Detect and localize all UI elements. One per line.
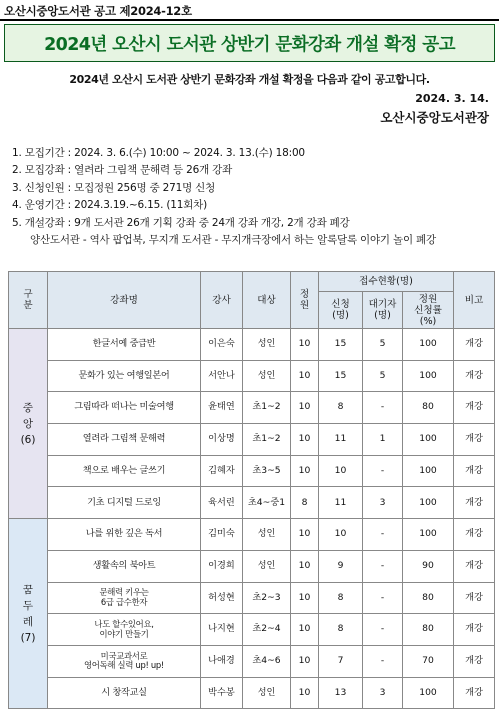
cell-rate: 70 xyxy=(403,645,454,677)
cell-note: 개강 xyxy=(454,582,495,614)
header-instructor: 강사 xyxy=(201,272,243,329)
cell-waiting: - xyxy=(363,455,403,487)
cell-note: 개강 xyxy=(454,455,495,487)
cell-applied: 8 xyxy=(319,614,363,646)
cell-rate: 80 xyxy=(403,614,454,646)
cell-note: 개강 xyxy=(454,329,495,361)
cell-instructor: 이상명 xyxy=(201,424,243,456)
cell-instructor: 나애경 xyxy=(201,645,243,677)
cell-course: 생활속의 북아트 xyxy=(48,550,201,582)
cell-rate: 80 xyxy=(403,392,454,424)
cell-applied: 7 xyxy=(319,645,363,677)
header-target: 대상 xyxy=(243,272,291,329)
cell-applied: 9 xyxy=(319,550,363,582)
cell-note: 개강 xyxy=(454,677,495,709)
table-row xyxy=(9,392,495,424)
cell-capacity: 10 xyxy=(291,519,319,551)
intro-text: 2024년 오산시 도서관 상반기 문화강좌 개설 확정을 다음과 같이 공고합니다. xyxy=(69,73,430,86)
cell-rate: 100 xyxy=(403,677,454,709)
cell-capacity: 10 xyxy=(291,329,319,361)
header-rate: 정원 신청률 (%) xyxy=(403,292,454,329)
cell-target: 초2~4 xyxy=(243,614,291,646)
cell-rate: 100 xyxy=(403,455,454,487)
table-body xyxy=(9,329,495,709)
table-row xyxy=(9,455,495,487)
cell-rate: 100 xyxy=(403,487,454,519)
cell-course: 그림따라 떠나는 미술여행 xyxy=(48,392,201,424)
header-status: 접수현황(명) xyxy=(319,272,454,292)
cell-capacity: 10 xyxy=(291,582,319,614)
notice-item: 4. 운영기간 : 2024.3.19.~6.15. (11회차) xyxy=(12,199,208,212)
cell-course: 시 창작교실 xyxy=(48,677,201,709)
cell-capacity: 10 xyxy=(291,614,319,646)
cell-waiting: - xyxy=(363,550,403,582)
cell-target: 초1~2 xyxy=(243,392,291,424)
cell-instructor: 나지현 xyxy=(201,614,243,646)
cell-rate: 100 xyxy=(403,360,454,392)
cell-course: 문해력 키우는 6급 급수한자 xyxy=(48,582,201,614)
cell-waiting: - xyxy=(363,392,403,424)
cell-course: 기초 디지털 드로잉 xyxy=(48,487,201,519)
cell-course: 나를 위한 깊은 독서 xyxy=(48,519,201,551)
table-row xyxy=(9,582,495,614)
cell-target: 초1~2 xyxy=(243,424,291,456)
cell-instructor: 허성현 xyxy=(201,582,243,614)
cell-waiting: 5 xyxy=(363,360,403,392)
cell-instructor: 김미숙 xyxy=(201,519,243,551)
cell-course: 책으로 배우는 글쓰기 xyxy=(48,455,201,487)
cell-waiting: 3 xyxy=(363,677,403,709)
cell-applied: 10 xyxy=(319,519,363,551)
header-group: 구 분 xyxy=(9,272,48,329)
cell-applied: 15 xyxy=(319,360,363,392)
table-row xyxy=(9,645,495,677)
cell-capacity: 10 xyxy=(291,677,319,709)
table-row xyxy=(9,550,495,582)
cell-applied: 11 xyxy=(319,487,363,519)
group-label: 중 앙 (6) xyxy=(9,329,48,519)
cell-instructor: 이은숙 xyxy=(201,329,243,361)
notice-item-note: 양산도서관 - 역사 팝업북, 무지개 도서관 - 무지개극장에서 하는 알록달록 이야기 놀이 폐강 xyxy=(30,234,436,247)
cell-course: 문화가 있는 여행일본어 xyxy=(48,360,201,392)
cell-note: 개강 xyxy=(454,392,495,424)
cell-rate: 100 xyxy=(403,519,454,551)
table-row xyxy=(9,329,495,361)
cell-applied: 8 xyxy=(319,392,363,424)
cell-waiting: - xyxy=(363,519,403,551)
notice-number: 오산시중앙도서관 공고 제2024-12호 xyxy=(4,4,192,18)
notice-items xyxy=(12,145,436,249)
cell-target: 초4~6 xyxy=(243,645,291,677)
cell-waiting: 5 xyxy=(363,329,403,361)
cell-target: 성인 xyxy=(243,329,291,361)
table-row xyxy=(9,487,495,519)
cell-applied: 11 xyxy=(319,424,363,456)
table-row xyxy=(9,360,495,392)
cell-course: 미국교과서로 영어독해 실력 up! up! xyxy=(48,645,201,677)
cell-waiting: - xyxy=(363,614,403,646)
cell-applied: 10 xyxy=(319,455,363,487)
header-note: 비고 xyxy=(454,272,495,329)
cell-waiting: - xyxy=(363,645,403,677)
header-waiting: 대기자 (명) xyxy=(363,292,403,329)
header-applied: 신청 (명) xyxy=(319,292,363,329)
cell-target: 성인 xyxy=(243,550,291,582)
cell-capacity: 10 xyxy=(291,550,319,582)
table-row xyxy=(9,519,495,551)
notice-item: 2. 모집강좌 : 열려라 그림책 문해력 등 26개 강좌 xyxy=(12,164,233,177)
cell-note: 개강 xyxy=(454,487,495,519)
header-course: 강좌명 xyxy=(48,272,201,329)
cell-rate: 90 xyxy=(403,550,454,582)
header-capacity: 정 원 xyxy=(291,272,319,329)
cell-target: 초3~5 xyxy=(243,455,291,487)
cell-course: 열려라 그림책 문해력 xyxy=(48,424,201,456)
cell-target: 초4~중1 xyxy=(243,487,291,519)
cell-instructor: 서안나 xyxy=(201,360,243,392)
cell-instructor: 박수봉 xyxy=(201,677,243,709)
cell-note: 개강 xyxy=(454,614,495,646)
group-label: 꿈 두 레 (7) xyxy=(9,519,48,709)
table-row xyxy=(9,614,495,646)
cell-applied: 15 xyxy=(319,329,363,361)
header-divider xyxy=(0,19,499,21)
cell-capacity: 10 xyxy=(291,392,319,424)
cell-instructor: 이경희 xyxy=(201,550,243,582)
cell-applied: 13 xyxy=(319,677,363,709)
notice-item: 5. 개설강좌 : 9개 도서관 26개 기획 강좌 중 24개 강좌 개강, 2개 강좌 폐강 xyxy=(12,216,350,229)
cell-capacity: 10 xyxy=(291,455,319,487)
cell-instructor: 윤태연 xyxy=(201,392,243,424)
cell-waiting: 3 xyxy=(363,487,403,519)
cell-applied: 8 xyxy=(319,582,363,614)
cell-note: 개강 xyxy=(454,424,495,456)
cell-capacity: 10 xyxy=(291,645,319,677)
cell-capacity: 10 xyxy=(291,360,319,392)
cell-course: 나도 할수있어요, 이야기 만들기 xyxy=(48,614,201,646)
cell-target: 초2~3 xyxy=(243,582,291,614)
cell-instructor: 육서린 xyxy=(201,487,243,519)
table-row xyxy=(9,424,495,456)
cell-note: 개강 xyxy=(454,550,495,582)
cell-note: 개강 xyxy=(454,645,495,677)
course-table-wrapper xyxy=(8,271,494,709)
cell-rate: 80 xyxy=(403,582,454,614)
cell-capacity: 10 xyxy=(291,424,319,456)
cell-rate: 100 xyxy=(403,329,454,361)
cell-waiting: - xyxy=(363,582,403,614)
course-table xyxy=(8,271,495,709)
page-title: 2024년 오산시 도서관 상반기 문화강좌 개설 확정 공고 xyxy=(44,34,455,55)
cell-note: 개강 xyxy=(454,519,495,551)
cell-target: 성인 xyxy=(243,360,291,392)
cell-rate: 100 xyxy=(403,424,454,456)
notice-date: 2024. 3. 14. xyxy=(415,92,489,105)
notice-item: 3. 신청인원 : 모집정원 256명 중 271명 신청 xyxy=(12,181,216,194)
title-banner xyxy=(4,24,495,62)
signature: 오산시중앙도서관장 xyxy=(380,110,489,125)
notice-item: 1. 모집기간 : 2024. 3. 6.(수) 10:00 ~ 2024. 3. 13.(수) 18:00 xyxy=(12,147,305,159)
cell-target: 성인 xyxy=(243,677,291,709)
cell-capacity: 8 xyxy=(291,487,319,519)
cell-waiting: 1 xyxy=(363,424,403,456)
table-row xyxy=(9,677,495,709)
cell-note: 개강 xyxy=(454,360,495,392)
cell-target: 성인 xyxy=(243,519,291,551)
cell-instructor: 김혜자 xyxy=(201,455,243,487)
cell-course: 한글서예 중급반 xyxy=(48,329,201,361)
